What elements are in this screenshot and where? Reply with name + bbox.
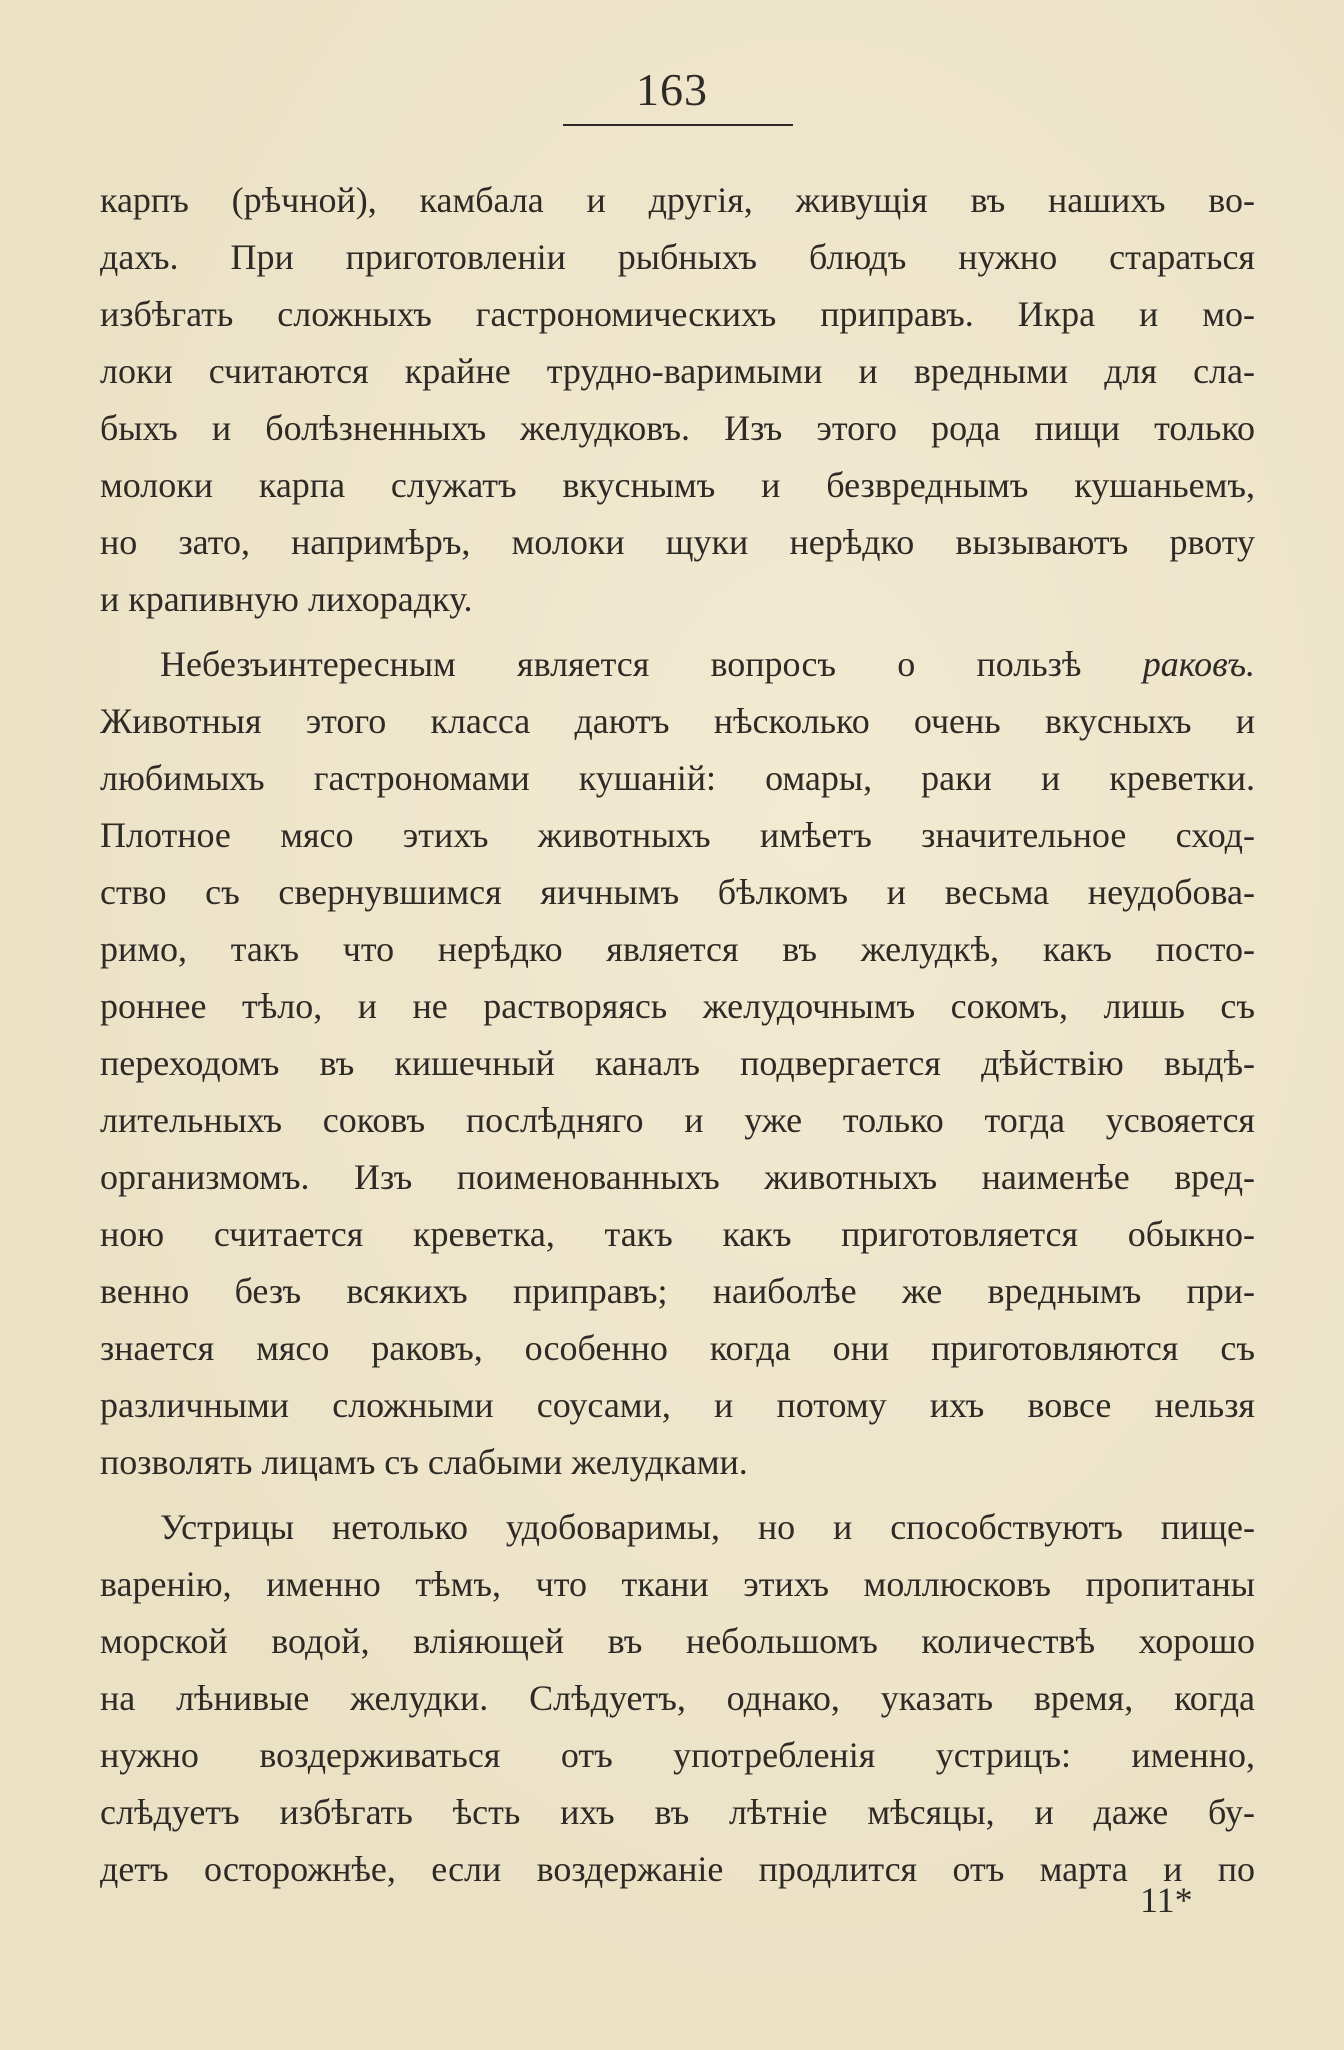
text-line: локи считаются крайне трудно-варимыми и вредными для сла- (100, 351, 1255, 391)
text-line: римо, такъ что нерѣдко является въ желудкѣ, какъ посто- (100, 929, 1255, 969)
text-line: ство съ свернувшимся яичнымъ бѣлкомъ и весьма неудобова- (100, 872, 1255, 912)
paragraph-first-line (100, 636, 1255, 693)
body-text (100, 172, 1255, 1898)
text-line: нужно воздерживаться отъ употребленія устрицъ: именно, (100, 1735, 1255, 1775)
text-line: организмомъ. Изъ поименованныхъ животныхъ наименѣе вред- (100, 1157, 1255, 1197)
text-line: Плотное мясо этихъ животныхъ имѣетъ значительное сход- (100, 815, 1255, 855)
text-line: венно безъ всякихъ приправъ; наиболѣе же вреднымъ при- (100, 1271, 1255, 1311)
text-line: Животныя этого класса даютъ нѣсколько очень вкусныхъ и (100, 701, 1255, 741)
text-line: варенію, именно тѣмъ, что ткани этихъ моллюсковъ пропитаны (100, 1564, 1255, 1604)
text-line: любимыхъ гастрономами кушаній: омары, раки и креветки. (100, 758, 1255, 798)
text-line: различными сложными соусами, и потому ихъ вовсе нельзя (100, 1385, 1255, 1425)
page-number: 163 (636, 64, 708, 115)
text-line: знается мясо раковъ, особенно когда они приготовляются съ (100, 1328, 1255, 1368)
text-line: детъ осторожнѣе, если воздержаніе продлится отъ марта и по (100, 1849, 1255, 1889)
signature-mark: 11* (1140, 1880, 1193, 1920)
text-line: переходомъ въ кишечный каналъ подвергается дѣйствію выдѣ- (100, 1043, 1255, 1083)
text-line: позволять лицамъ съ слабыми желудками. (100, 1442, 748, 1482)
italic-term: раковъ. (1142, 644, 1255, 684)
text-line: морской водой, вліяющей въ небольшомъ количествѣ хорошо (100, 1621, 1255, 1661)
text-line: лительныхъ соковъ послѣдняго и уже только тогда усвояется (100, 1100, 1255, 1140)
text-line: на лѣнивые желудки. Слѣдуетъ, однако, указать время, когда (100, 1678, 1255, 1718)
paragraph-gap (100, 628, 1255, 636)
paragraph-gap (100, 1491, 1255, 1499)
text-line: молоки карпа служатъ вкуснымъ и безвреднымъ кушаньемъ, (100, 465, 1255, 505)
text-line: ною считается креветка, такъ какъ приготовляется обыкно- (100, 1214, 1255, 1254)
text-line: дахъ. При приготовленіи рыбныхъ блюдъ нужно стараться (100, 237, 1255, 277)
first-line-text: Небезъинтересным является вопросъ о пользѣ (160, 644, 1082, 684)
text-line: избѣгать сложныхъ гастрономическихъ приправъ. Икра и мо- (100, 294, 1255, 334)
text-line: слѣдуетъ избѣгать ѣсть ихъ въ лѣтніе мѣсяцы, и даже бу- (100, 1792, 1255, 1832)
paragraph-first-line: Устрицы нетолько удобоваримы, но и способствуютъ пище- (160, 1507, 1255, 1547)
text-line: карпъ (рѣчной), камбала и другія, живущія въ нашихъ во- (100, 180, 1255, 220)
text-line: но зато, напримѣръ, молоки щуки нерѣдко вызываютъ рвоту (100, 522, 1255, 562)
header-rule (563, 124, 793, 126)
text-line: быхъ и болѣзненныхъ желудковъ. Изъ этого рода пищи только (100, 408, 1255, 448)
text-line: роннее тѣло, и не растворяясь желудочнымъ сокомъ, лишь съ (100, 986, 1255, 1026)
text-line: и крапивную лихорадку. (100, 579, 473, 619)
